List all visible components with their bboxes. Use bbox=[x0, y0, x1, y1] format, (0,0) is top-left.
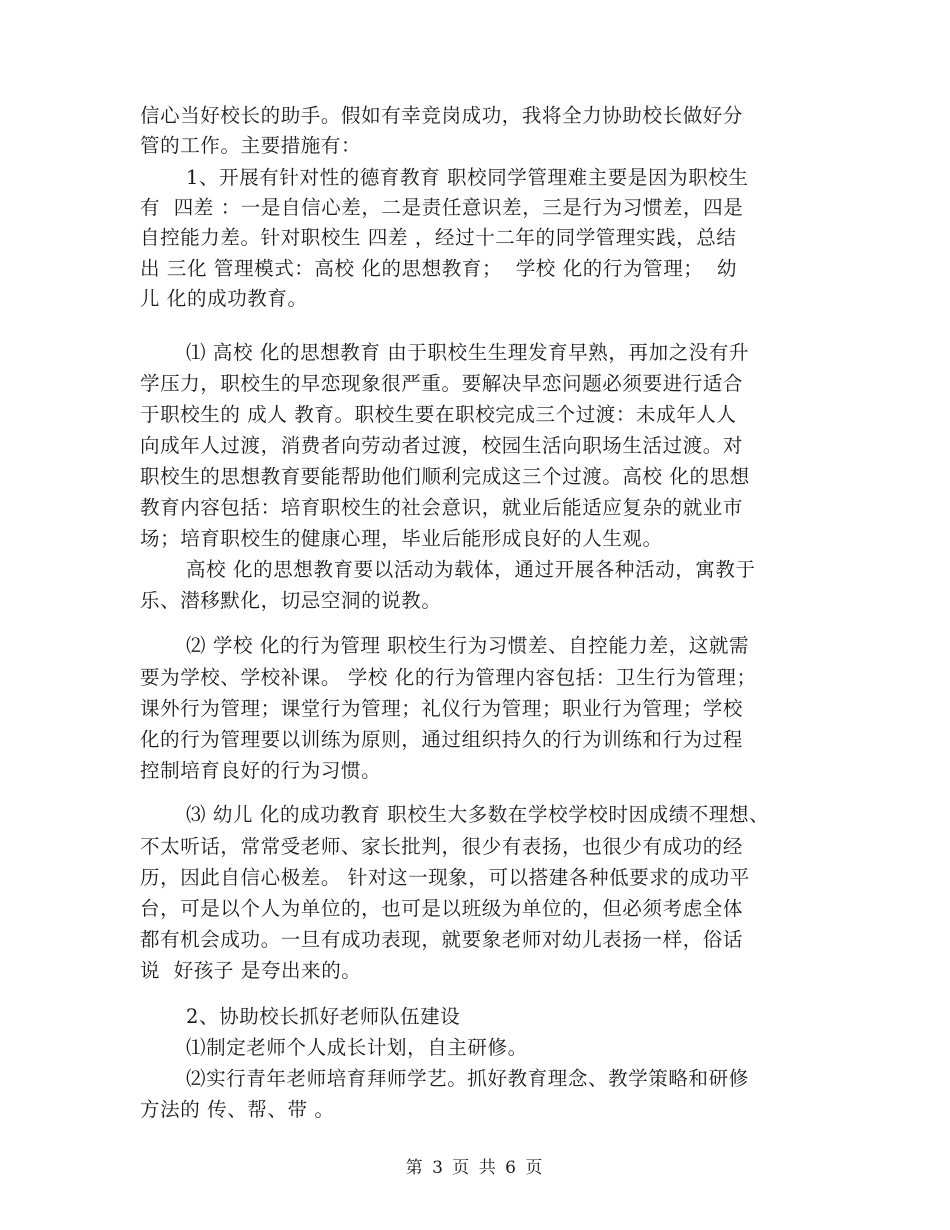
text-line: 说 好孩子 是夸出来的。 bbox=[140, 959, 362, 982]
text-line: 向成年人过渡，消费者向劳动者过渡，校园生活向职场生活过渡。对 bbox=[140, 434, 744, 457]
text-line: 控制培育良好的行为习惯。 bbox=[140, 759, 382, 782]
text-line: 信心当好校长的助手。假如有幸竞岗成功，我将全力协助校长做好分 bbox=[140, 104, 744, 127]
text-line: 历，因此自信心极差。 针对这一现象，可以搭建各种低要求的成功平 bbox=[140, 866, 750, 889]
text-line: 乐、潜移默化，切忌空洞的说教。 bbox=[140, 589, 442, 612]
text-line: 职校生的思想教育要能帮助他们顺利完成这三个过渡。高校 化的思想 bbox=[140, 465, 750, 488]
text-line: 于职校生的 成人 教育。职校生要在职校完成三个过渡：未成年人人 bbox=[140, 403, 737, 426]
text-line: 学压力，职校生的早恋现象很严重。要解决早恋问题必须要进行适合 bbox=[140, 372, 744, 395]
text-line: ⑴ 高校 化的思想教育 由于职校生生理发育早熟，再加之没有升 bbox=[186, 341, 750, 364]
text-line: 台，可是以个人为单位的，也可是以班级为单位的，但必须考虑全体 bbox=[140, 897, 744, 920]
text-line: 管的工作。主要措施有： bbox=[140, 134, 362, 157]
text-line: ⑵ 学校 化的行为管理 职校生行为习惯差、自控能力差，这就需 bbox=[186, 634, 750, 657]
text-line: 出 三化 管理模式：高校 化的思想教育； 学校 化的行为管理； 幼 bbox=[140, 257, 738, 280]
text-line: 课外行为管理；课堂行为管理；礼仪行为管理；职业行为管理；学校 bbox=[140, 697, 744, 720]
text-line: 场；培育职校生的健康心理，毕业后能形成良好的人生观。 bbox=[140, 527, 663, 550]
text-line: ⑵实行青年老师培育拜师学艺。抓好教育理念、教学策略和研修 bbox=[186, 1067, 749, 1090]
text-line: 高校 化的思想教育要以活动为载体，通过开展各种活动，寓教于 bbox=[186, 558, 756, 581]
text-line: 教育内容包括：培育职校生的社会意识，就业后能适应复杂的就业市 bbox=[140, 496, 744, 519]
text-line: 2、协助校长抓好老师队伍建设 bbox=[186, 1005, 461, 1028]
text-line: 都有机会成功。一旦有成功表现，就要象老师对幼儿表扬一样，俗话 bbox=[140, 928, 744, 951]
text-line: 1、开展有针对性的德育教育 职校同学管理难主要是因为职校生 bbox=[186, 166, 749, 189]
text-line: 不太听话，常常受老师、家长批判，很少有表扬，也很少有成功的经 bbox=[140, 835, 744, 858]
text-line: 有 四差 ：一是自信心差，二是责任意识差，三是行为习惯差，四是 bbox=[140, 196, 744, 219]
text-line: 化的行为管理要以训练为原则，通过组织持久的行为训练和行为过程 bbox=[140, 728, 744, 751]
text-line: ⑶ 幼儿 化的成功教育 职校生大多数在学校学校时因成绩不理想、 bbox=[186, 803, 770, 826]
text-line: 自控能力差。针对职校生 四差 ，经过十二年的同学管理实践，总结 bbox=[140, 226, 737, 249]
text-line: 要为学校、学校补课。 学校 化的行为管理内容包括：卫生行为管理； bbox=[140, 666, 757, 689]
text-line: 儿 化的成功教育。 bbox=[140, 287, 308, 310]
text-line: ⑴制定老师个人成长计划，自主研修。 bbox=[186, 1036, 528, 1059]
text-line: 方法的 传、帮、带 。 bbox=[140, 1098, 335, 1121]
page-number-footer: 第 3 页 共 6 页 bbox=[405, 1158, 545, 1178]
